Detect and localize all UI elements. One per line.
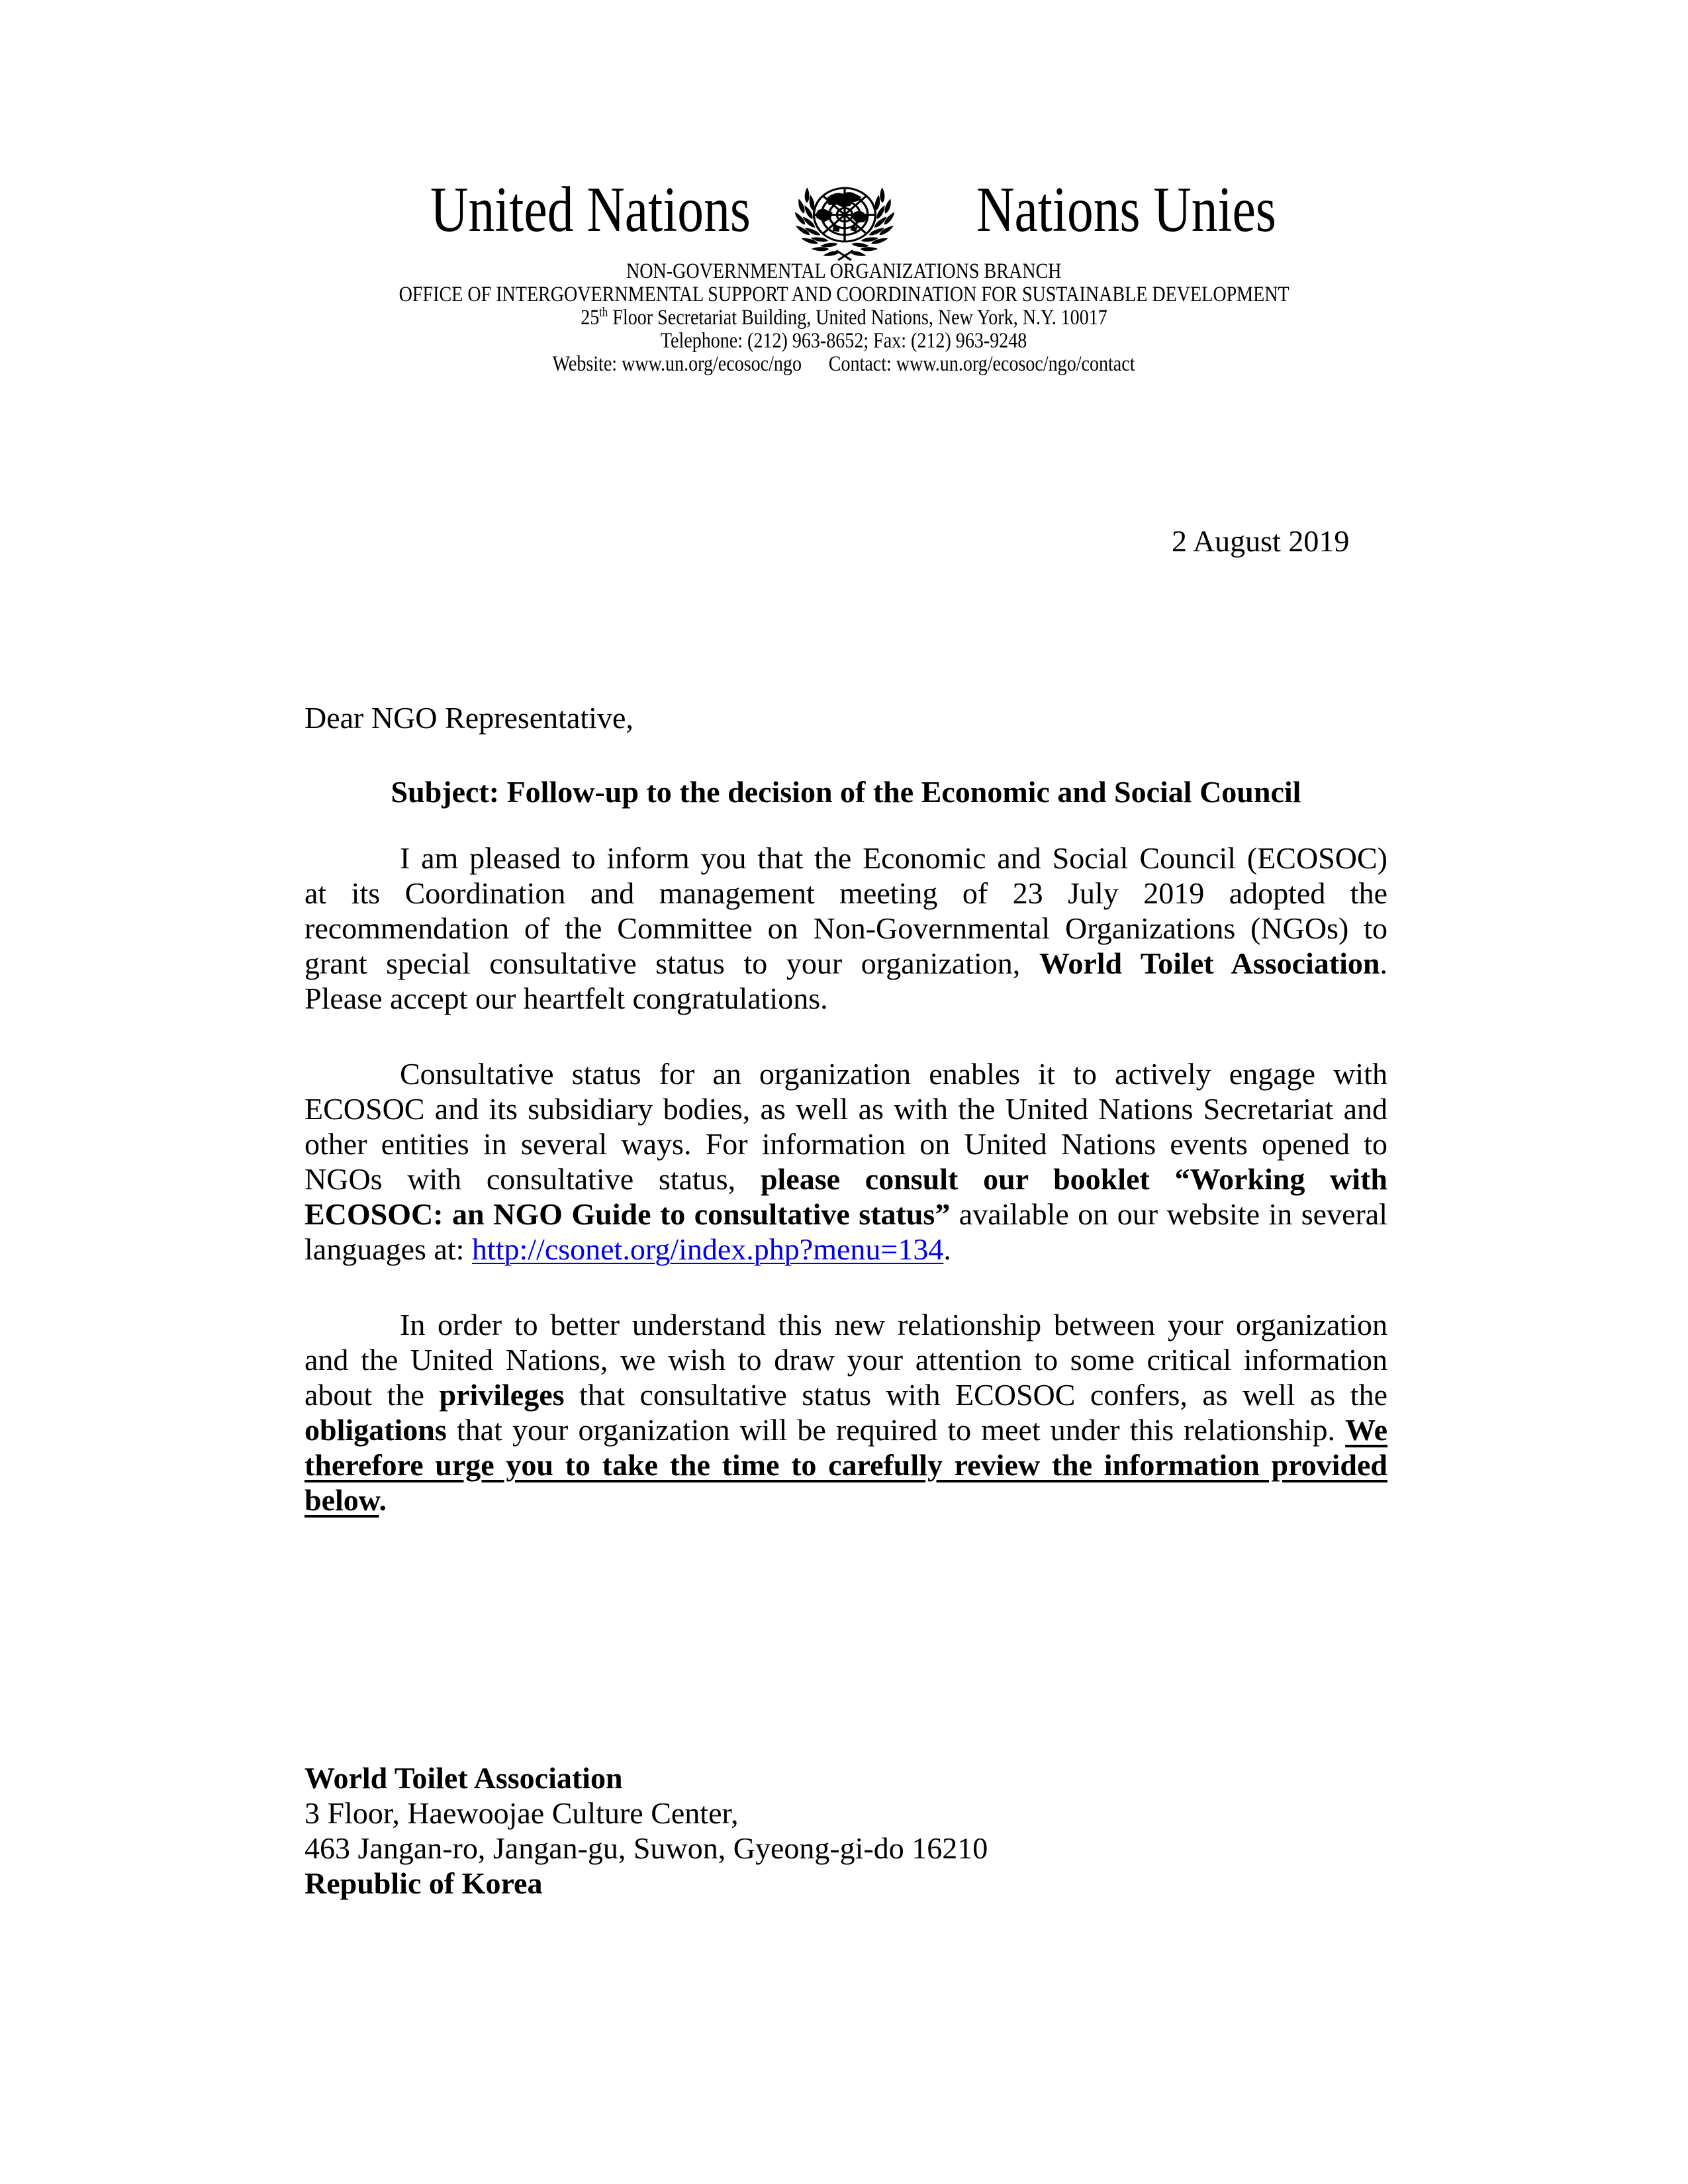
text-line	[305, 1056, 1387, 1091]
text-run: grant special consultative status to your organization,	[305, 946, 1039, 980]
text-run: therefore urge you to take the time to carefully review the information provided	[305, 1448, 1387, 1482]
letterhead-web-contact	[553, 353, 1135, 376]
letter-date: 2 August 2019	[1172, 524, 1350, 558]
letterhead	[0, 260, 1688, 376]
text-run: World Toilet Association	[1039, 946, 1380, 980]
salutation: Dear NGO Representative,	[305, 701, 633, 735]
text-line	[305, 1091, 1387, 1126]
text-run: 463 Jangan-ro, Jangan-gu, Suwon, Gyeong-gi-do 16210	[305, 1831, 988, 1865]
text-run: .	[1380, 946, 1387, 980]
address-line	[305, 1796, 988, 1831]
text-run: that consultative status with ECOSOC confers, as well as the	[564, 1378, 1387, 1412]
text-run: obligations	[305, 1413, 447, 1447]
text-line	[305, 1126, 1387, 1161]
letterhead-office: OFFICE OF INTERGOVERNMENTAL SUPPORT AND COORDINATION FOR SUSTAINABLE DEVELOPMENT	[399, 283, 1289, 306]
text-run: World Toilet Association	[305, 1761, 623, 1795]
paragraph	[305, 1307, 1387, 1518]
text-run: about the	[305, 1378, 440, 1412]
text-line	[305, 946, 1387, 981]
text-line	[305, 841, 1387, 876]
letterhead-contact: Contact: www.un.org/ecosoc/ngo/contact	[829, 352, 1135, 376]
paragraph	[305, 841, 1387, 1016]
text-run: privileges	[439, 1378, 565, 1412]
text-run: ECOSOC: an NGO Guide to consultative status”	[305, 1197, 951, 1231]
letterhead-website: Website: www.un.org/ecosoc/ngo	[553, 352, 802, 376]
org-name-french: Nations Unies	[976, 174, 1276, 245]
text-line	[305, 1412, 1387, 1447]
letter-body	[305, 700, 1387, 1518]
ordinal-superscript: th	[599, 305, 608, 320]
text-run: .	[379, 1483, 387, 1517]
text-run: languages at:	[305, 1232, 472, 1266]
letterhead-address: 25th Floor Secretariat Building, United Nations, New York, N.Y. 10017	[581, 305, 1107, 330]
link-csonet[interactable]: http://csonet.org/index.php?menu=134	[471, 1232, 944, 1266]
text-run: .	[943, 1232, 951, 1266]
paragraph	[305, 1056, 1387, 1267]
text-line	[305, 1197, 1387, 1232]
text-line	[305, 1307, 1387, 1342]
recipient-address-block	[305, 1760, 988, 1901]
text-run: Republic of Korea	[305, 1866, 543, 1900]
paragraphs	[305, 841, 1387, 1518]
text-line	[305, 981, 1387, 1016]
text-run: available on our website in several	[950, 1197, 1387, 1231]
letterhead-phone-fax: Telephone: (212) 963-8652; Fax: (212) 963-9248	[661, 329, 1027, 353]
text-run: 3 Floor, Haewoojae Culture Center,	[305, 1796, 739, 1830]
text-line	[305, 1447, 1387, 1482]
text-run: In order to better understand this new relationship between your organization	[400, 1308, 1387, 1342]
text-run: Consultative status for an organization enables it to actively engage with	[400, 1057, 1387, 1091]
text-line	[305, 1161, 1387, 1197]
text-line	[305, 876, 1387, 911]
text-run: below	[305, 1483, 379, 1517]
text-run: I am pleased to inform you that the Economic and Social Council (ECOSOC)	[400, 841, 1387, 875]
text-line	[305, 1377, 1387, 1412]
text-run: NGOs with consultative status,	[305, 1162, 761, 1196]
text-run: ECOSOC and its subsidiary bodies, as well as with the United Nations Secretariat and	[305, 1092, 1387, 1126]
address-line	[305, 1760, 988, 1796]
text-run: and the United Nations, we wish to draw your attention to some critical information	[305, 1343, 1387, 1377]
text-run: We	[1345, 1413, 1387, 1447]
text-line	[305, 1232, 1387, 1267]
text-run: please consult our booklet “Working with	[760, 1162, 1387, 1196]
org-name-english: United Nations	[430, 174, 751, 245]
subject-line: Subject: Follow-up to the decision of the Economic and Social Council	[391, 775, 1301, 809]
text-run: other entities in several ways. For information on United Nations events opened to	[305, 1127, 1387, 1161]
text-line	[305, 1482, 1387, 1518]
un-emblem-icon	[794, 184, 895, 263]
text-line	[305, 911, 1387, 946]
text-line	[305, 1342, 1387, 1377]
text-run: that your organization will be required to meet under this relationship.	[446, 1413, 1346, 1447]
text-run: at its Coordination and management meeting of 23 July 2019 adopted the	[305, 876, 1387, 910]
address-line	[305, 1866, 988, 1901]
text-run: recommendation of the Committee on Non-Governmental Organizations (NGOs) to	[305, 911, 1387, 945]
text-run: Please accept our heartfelt congratulations.	[305, 981, 828, 1015]
letterhead-branch: NON-GOVERNMENTAL ORGANIZATIONS BRANCH	[626, 259, 1062, 283]
address-line	[305, 1831, 988, 1866]
